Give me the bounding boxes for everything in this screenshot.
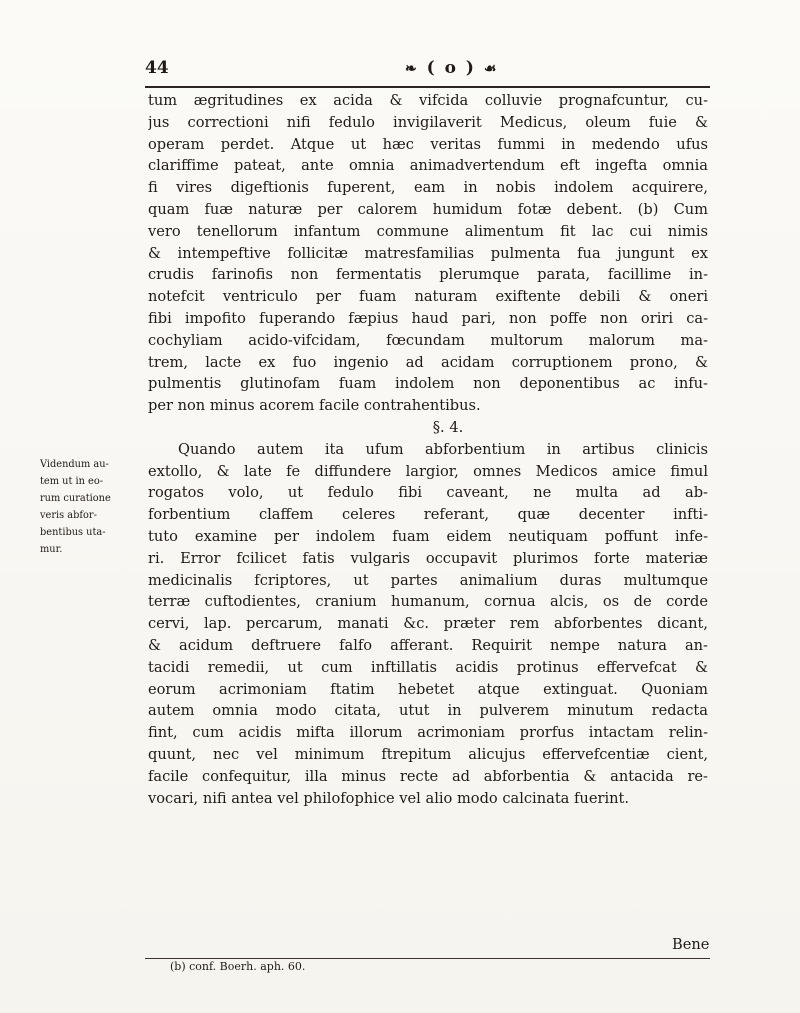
text-line: medicinalis fcriptores, ut partes animalium duras multumque <box>148 571 708 589</box>
marginal-note-line: Videndum au- <box>40 459 109 470</box>
marginal-note-line: veris abfor- <box>40 510 97 521</box>
running-head <box>405 58 498 78</box>
text-line: vocari, nifi antea vel philofophice vel alio modo calcinata fuerint. <box>148 789 630 807</box>
text-line: & intempeftive follicitæ matresfamilias pulmenta fua jungunt ex <box>148 244 708 262</box>
text-line: fi vires digeftionis fuperent, eam in nobis indolem acquirere, <box>148 179 708 197</box>
text-line: cochyliam acido-vifcidam, fœcundam multorum malorum ma- <box>148 331 708 349</box>
section-number: §. 4. <box>432 418 464 436</box>
main-text <box>148 90 708 809</box>
marginal-note-line: tem ut in eo- <box>40 476 104 487</box>
page-header <box>145 58 710 88</box>
paragraph-2 <box>148 439 708 810</box>
paragraph-1 <box>148 90 708 417</box>
running-head-text: ( o ) <box>426 58 476 78</box>
right-ornament-icon: ☙ <box>483 61 499 77</box>
text-line: trem, lacte ex fuo ingenio ad acidam corruptionem prono, & <box>148 353 708 371</box>
text-line: per non minus acorem facile contrahentibus. <box>148 397 481 415</box>
text-line: tum ægritudines ex acida & vifcida colluvie prognafcuntur, cu- <box>148 92 708 109</box>
text-line: jus correctioni nifi fedulo invigilaverit Medicus, oleum fuie & <box>148 113 708 131</box>
text-line: operam perdet. Atque ut hæc veritas fummi in medendo ufus <box>148 135 708 153</box>
text-line: autem omnia modo citata, utut in pulverem minutum redacta <box>148 702 708 720</box>
text-line: rogatos volo, ut fedulo fibi caveant, ne multa ad ab- <box>148 484 708 502</box>
text-line: pulmentis glutinofam fuam indolem non deponentibus ac infu- <box>148 375 708 393</box>
text-line: Quando autem ita ufum abforbentium in artibus clinicis <box>178 440 708 458</box>
text-line: forbentium claffem celeres referant, quæ decenter infti- <box>148 506 708 524</box>
text-line: fint, cum acidis mifta illorum acrimoniam prorfus intactam relin- <box>148 724 708 742</box>
text-line: quunt, nec vel minimum ftrepitum alicujus effervefcentiæ cient, <box>148 745 708 763</box>
marginal-note-line: mur. <box>40 544 63 555</box>
text-line: eorum acrimoniam ftatim hebetet atque extinguat. Quoniam <box>148 680 708 698</box>
text-line: crudis farinofis non fermentatis plerumque parata, facillime in- <box>148 266 708 284</box>
page-number: 44 <box>145 58 169 78</box>
text-line: extollo, & late fe diffundere largior, omnes Medicos amice fimul <box>148 462 708 480</box>
marginal-note-line: rum curatione <box>40 493 111 504</box>
footnote: (b) conf. Boerh. aph. 60. <box>170 960 306 973</box>
footnote-divider <box>145 958 710 959</box>
text-line: terræ cuftodientes, cranium humanum, cornua alcis, os de corde <box>148 593 708 611</box>
text-line: notefcit ventriculo per fuam naturam exiftente debili & oneri <box>148 288 708 306</box>
text-line: cervi, lap. percarum, manati &c. præter rem abforbentes dicant, <box>148 615 708 633</box>
text-line: ri. Error fcilicet fatis vulgaris occupavit plurimos forte materiæ <box>148 549 708 567</box>
text-line: clariffime pateat, ante omnia animadvertendum eft ingefta omnia <box>148 157 708 175</box>
text-line: & acidum deftruere falfo afferant. Requirit nempe natura an- <box>148 636 708 654</box>
text-line: facile confequitur, illa minus recte ad abforbentia & antacida re- <box>148 767 708 785</box>
left-ornament-icon: ❧ <box>405 61 419 77</box>
text-line: vero tenellorum infantum commune alimentum fit lac cui nimis <box>148 222 708 240</box>
text-line: tacidi remedii, ut cum inftillatis acidis protinus effervefcat & <box>148 658 708 676</box>
text-line: tuto examine per indolem fuam eidem neutiquam poffunt infe- <box>148 527 708 545</box>
marginal-note-line: bentibus uta- <box>40 527 106 538</box>
text-line: quam fuæ naturæ per calorem humidum fotæ debent. (b) Cum <box>148 200 708 218</box>
text-line: fibi impofito fuperando fæpius haud pari, non poffe non oriri ca- <box>148 309 708 327</box>
catchword: Bene <box>672 936 710 953</box>
marginal-note <box>40 456 142 558</box>
